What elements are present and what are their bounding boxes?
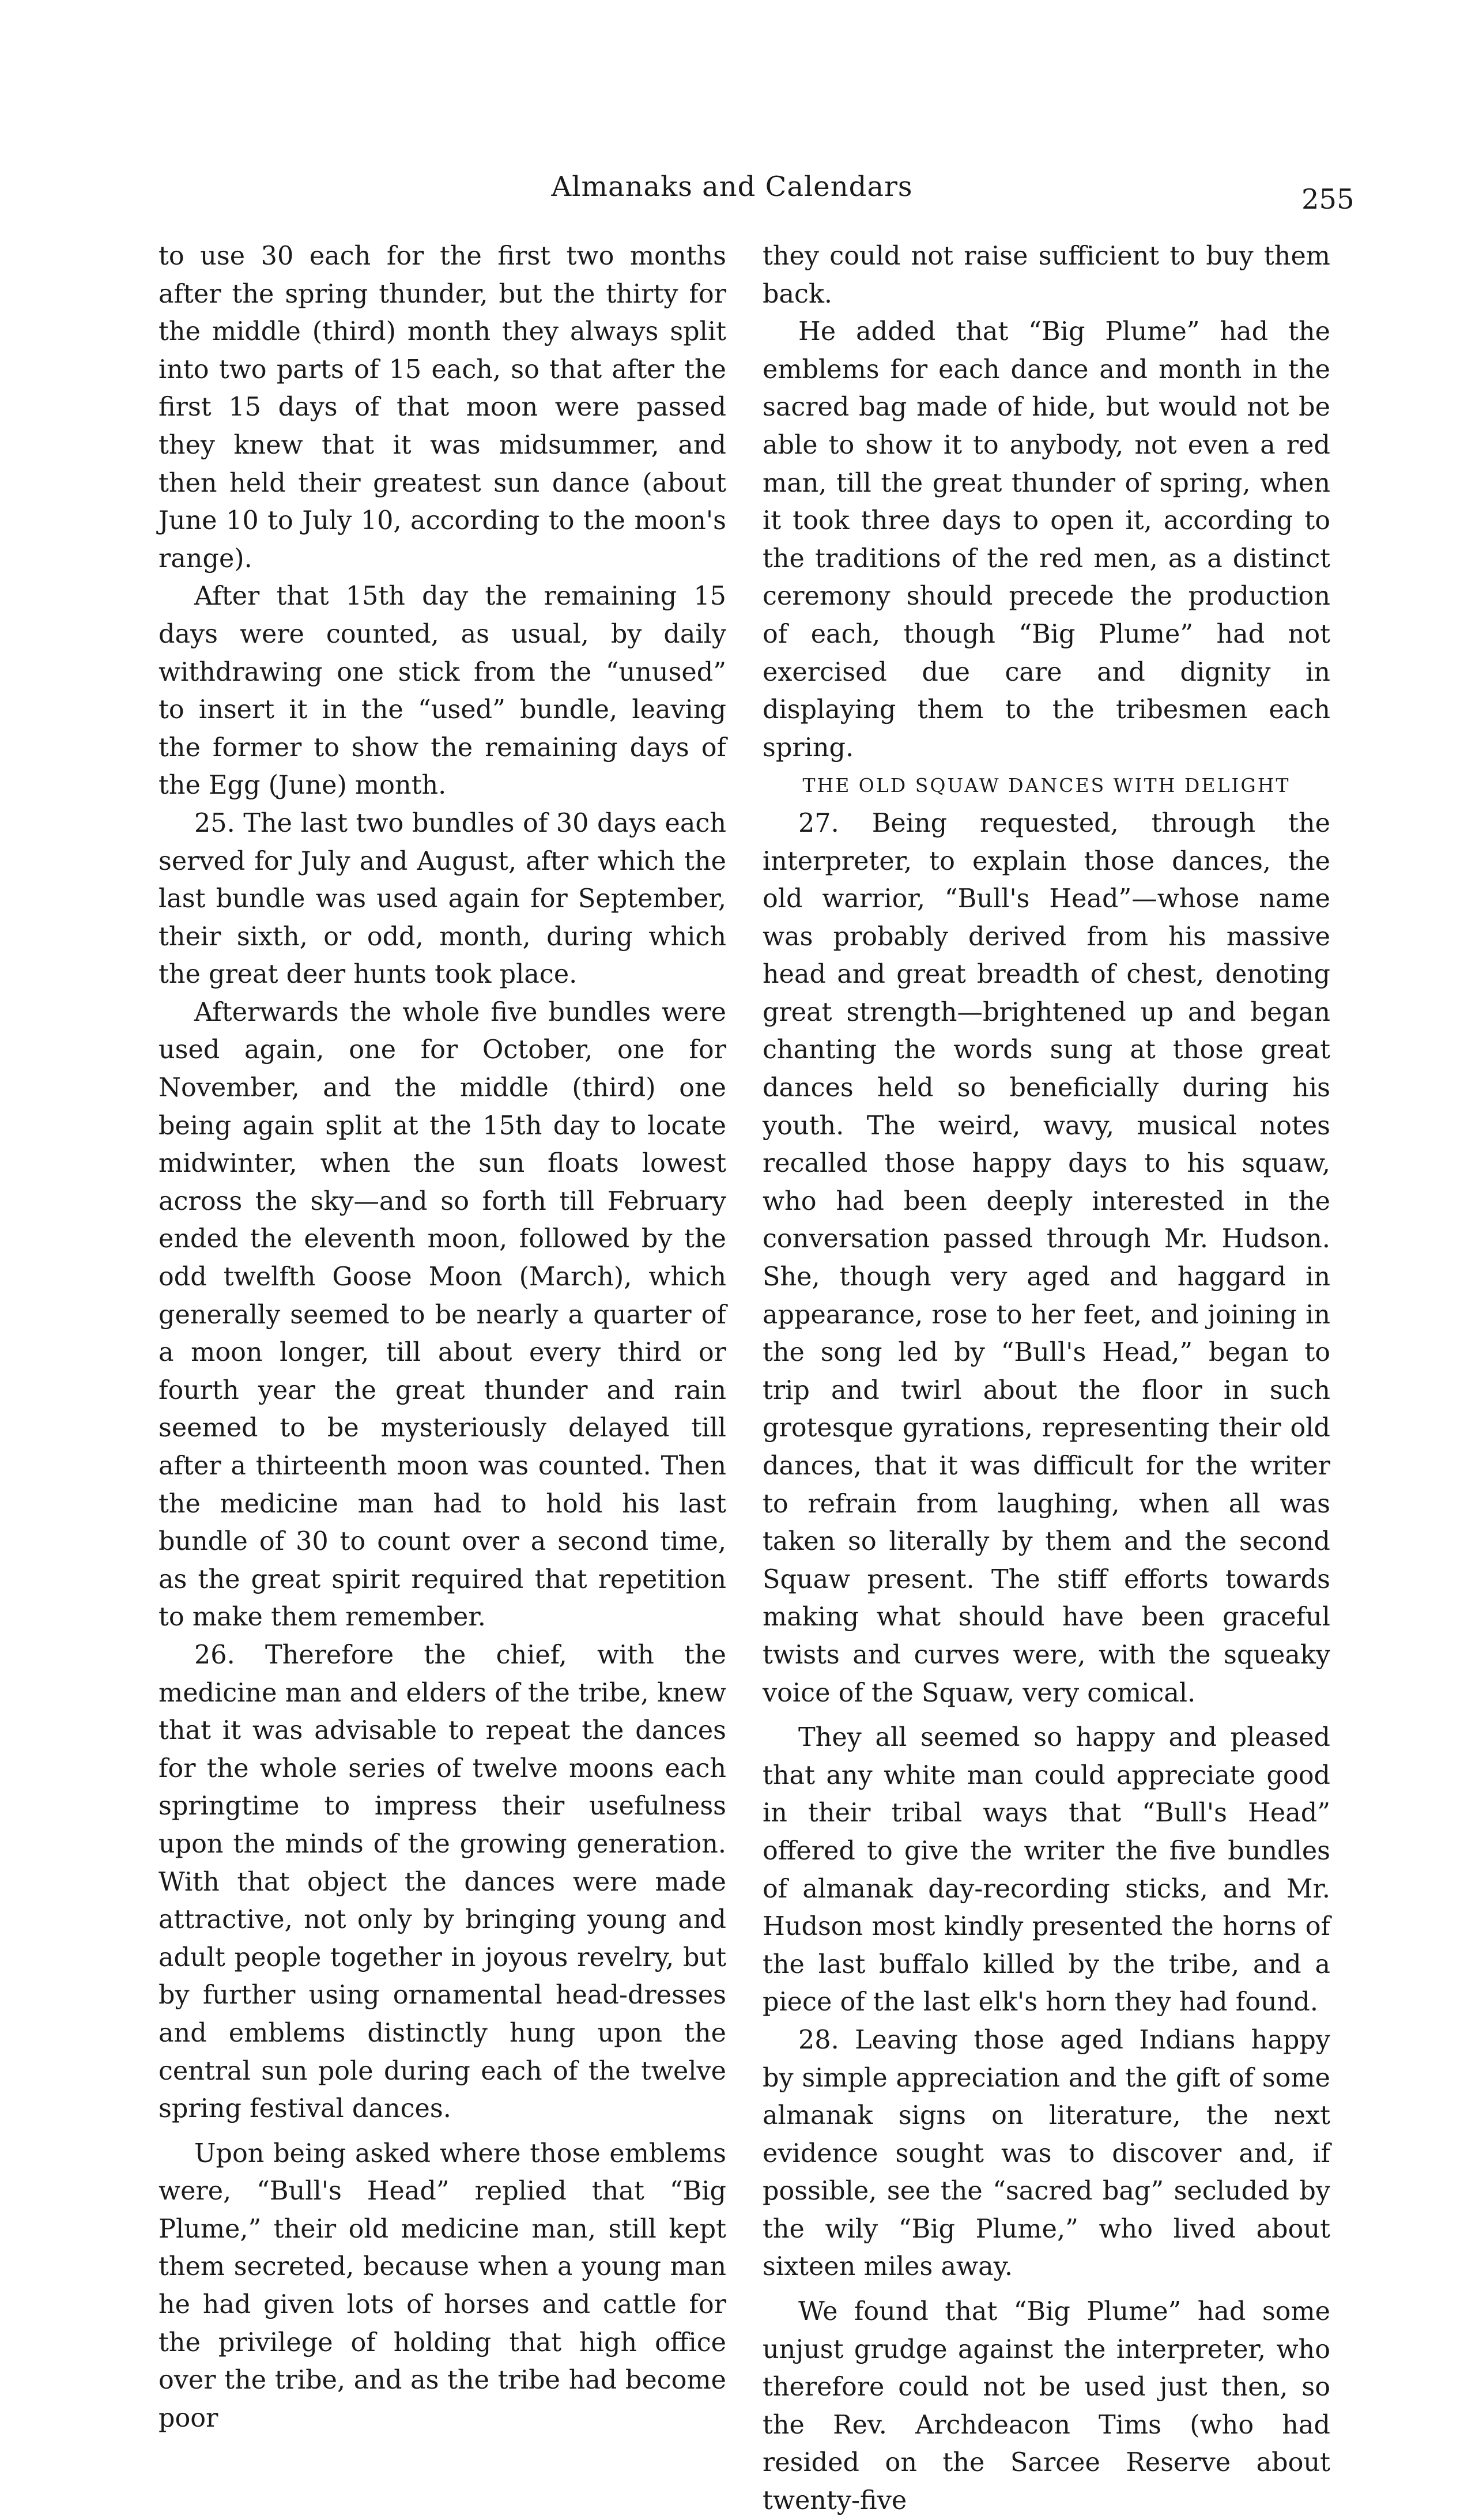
paragraph: He added that “Big Plume” had the emblems for each dance and month in the sacred bag made of hide, but would not be able to show it to anybody, not even a red man, till the great thunder of spring, when it took three days to open it, according to the traditions of the red men, as a distinct ceremony should precede the production of each, though “Big Plume” had not exercised due care and dignity in displaying them to the tribesmen each spring. [763,317,1330,763]
paragraph: to use 30 each for the first two months after the spring thunder, but the thirty for the middle (third) month they always split into two parts of 15 each, so that after the first 15 days of that moon were passed they knew that it was midsummer, and then held their greatest sun dance (about June 10 to July 10, according to the moon's range). [159,242,726,574]
paragraph: 25. The last two bundles of 30 days each served for July and August, after which the last bundle was used again for September, their sixth, or odd, month, during which the great deer hunts took place. [159,808,726,990]
paragraph: 26. Therefore the chief, with the medicine man and elders of the tribe, knew that it was advisable to repeat the dances for the whole series of twelve moons each springtime to impress their usefulness upon the minds of the growing generation. With that object the dances were made attractive, not only by bringing young and adult people together in joyous revelry, but by further using ornamental head-dresses and emblems distinctly hung upon the central sun pole during each of the twelve spring festival dances. [159,1640,726,2124]
paragraph: they could not raise sufficient to buy them back. [763,242,1330,309]
paragraph: After that 15th day the remaining 15 days were counted, as usual, by daily withdrawing one stick from the “unused” to insert it in the “used” bundle, leaving the former to show the remaining days of the Egg (June) month. [159,582,726,801]
paragraph: 27. Being requested, through the interpreter, to explain those dances, the old warrior, “Bull's Head”—whose name was probably derived from his massive head and great breadth of chest, denoting great strength—brightened up and began chanting the words sung at those great dances held so beneficially during his youth. The weird, wavy, musical notes recalled those happy days to his squaw, who had been deeply interested in the conversation passed through Mr. Hudson. She, though very aged and haggard in appearance, rose to her feet, and joining in the song led by “Bull's Head,” began to trip and twirl about the floor in such grotesque gyrations, representing their old dances, that it was difficult for the writer to refrain from laughing, when all was taken so literally by them and the second Squaw present. The stiff efforts towards making what should have been graceful twists and curves were, with the squeaky voice of the Squaw, very comical. [763,808,1330,1708]
paragraph: 28. Leaving those aged Indians happy by simple appreciation and the gift of some almanak signs on literature, the next evidence sought was to discover and, if possible, see the “sacred bag” secluded by the wily “Big Plume,” who lived about sixteen miles away. [763,2025,1330,2282]
page-number: 255 [1301,183,1354,216]
right-column [763,237,1330,2520]
paragraph: Afterwards the whole five bundles were used again, one for October, one for November, and the middle (third) one being again split at the 15th day to locate midwinter, when the sun floats lowest across the sky—and so forth till February ended the eleventh moon, followed by the odd twelfth Goose Moon (March), which generally seemed to be nearly a quarter of a moon longer, till about every third or fourth year the great thunder and rain seemed to be mysteriously delayed till after a thirteenth moon was counted. Then the medicine man had to hold his last bundle of 30 to count over a second time, as the great spirit required that repetition to make them remember. [159,997,726,1632]
paragraph: We found that “Big Plume” had some unjust grudge against the interpreter, who therefore could not be used just then, so the Rev. Archdeacon Tims (who had resided on the Sarcee Reserve about twenty-five [763,2297,1330,2516]
left-column [159,237,726,2437]
section-heading: THE OLD SQUAW DANCES WITH DELIGHT [802,774,1291,797]
paragraph: They all seemed so happy and pleased that any white man could appreciate good in their tribal ways that “Bull's Head” offered to give the writer the five bundles of almanak day-recording sticks, and Mr. Hudson most kindly presented the horns of the last buffalo killed by the tribe, and a piece of the last elk's horn they had found. [763,1723,1330,2017]
paragraph: Upon being asked where those emblems were, “Bull's Head” replied that “Big Plume,” their old medicine man, still kept them secreted, because when a young man he had given lots of horses and cattle for the privilege of holding that high office over the tribe, and as the tribe had become poor [159,2138,726,2433]
running-head: Almanaks and Calendars [551,171,913,203]
